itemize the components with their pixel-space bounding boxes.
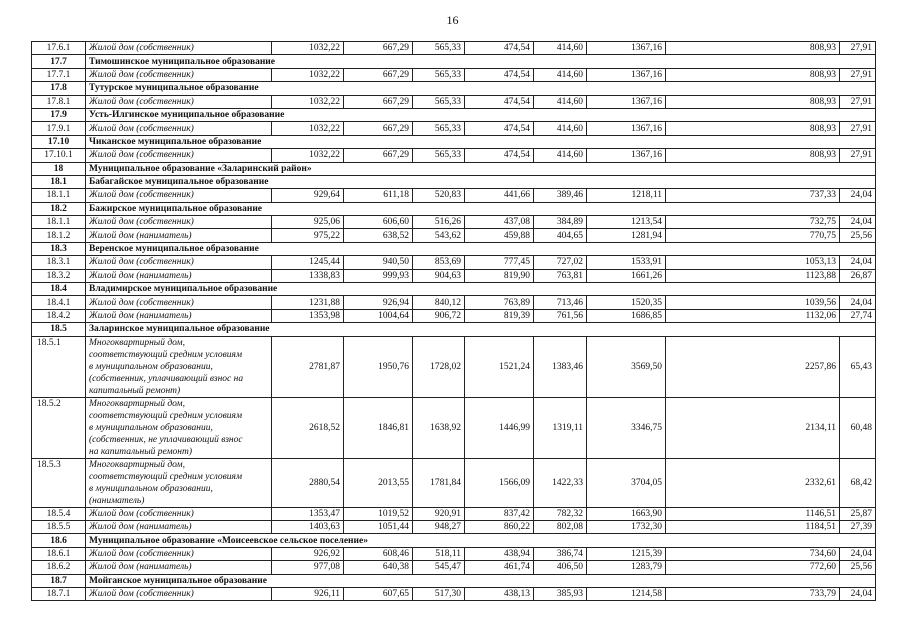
row-description: Жилой дом (собственник): [86, 587, 272, 600]
value-cell: 24,04: [840, 216, 876, 229]
tariff-table: [31, 41, 876, 601]
value-cell: 414,60: [534, 149, 587, 162]
value-cell: 763,89: [465, 296, 534, 309]
value-cell: 1032,22: [272, 42, 344, 55]
value-cell: 1214,58: [587, 587, 666, 600]
table-row: [32, 458, 876, 507]
row-description: Жилой дом (наниматель): [86, 561, 272, 574]
value-cell: 459,88: [465, 229, 534, 242]
value-cell: 25,87: [840, 507, 876, 520]
value-cell: 837,42: [465, 507, 534, 520]
table-row: [32, 336, 876, 397]
value-cell: 1051,44: [344, 520, 413, 533]
value-cell: 929,64: [272, 189, 344, 202]
value-cell: 667,29: [344, 122, 413, 135]
value-cell: 667,29: [344, 149, 413, 162]
description-line: на капитальный ремонт): [89, 446, 193, 457]
row-description: Жилой дом (собственник): [86, 547, 272, 560]
row-code: 17.9.1: [32, 122, 86, 135]
value-cell: 1215,39: [587, 547, 666, 560]
value-cell: 1781,84: [413, 458, 465, 507]
value-cell: 1184,51: [666, 520, 840, 533]
value-cell: 2134,11: [666, 397, 840, 458]
value-cell: 1520,35: [587, 296, 666, 309]
value-cell: 27,91: [840, 149, 876, 162]
description-line: соответствующий средним условиям: [89, 349, 243, 360]
value-cell: 1032,22: [272, 149, 344, 162]
description-line: (собственник, не уплачивающий взнос: [89, 434, 243, 445]
section-title: Тутурское муниципальное образование: [86, 82, 876, 95]
value-cell: 999,93: [344, 269, 413, 282]
value-cell: 727,02: [534, 256, 587, 269]
value-cell: 975,22: [272, 229, 344, 242]
value-cell: 1123,88: [666, 269, 840, 282]
value-cell: 1353,98: [272, 309, 344, 322]
section-title: Мойганское муниципальное образование: [86, 574, 876, 587]
value-cell: 1566,09: [465, 458, 534, 507]
section-row: [32, 534, 876, 547]
value-cell: 461,74: [465, 561, 534, 574]
value-cell: 808,93: [666, 149, 840, 162]
value-cell: 474,54: [465, 95, 534, 108]
table-row: [32, 229, 876, 242]
value-cell: 1039,56: [666, 296, 840, 309]
value-cell: 1283,79: [587, 561, 666, 574]
value-cell: 25,56: [840, 561, 876, 574]
value-cell: 24,04: [840, 296, 876, 309]
table-row: [32, 561, 876, 574]
value-cell: 1032,22: [272, 68, 344, 81]
value-cell: 2781,87: [272, 336, 344, 397]
value-cell: 24,04: [840, 547, 876, 560]
value-cell: 384,89: [534, 216, 587, 229]
value-cell: 840,12: [413, 296, 465, 309]
value-cell: 853,69: [413, 256, 465, 269]
value-cell: 777,45: [465, 256, 534, 269]
value-cell: 1319,11: [534, 397, 587, 458]
value-cell: 1367,16: [587, 42, 666, 55]
description-line: соответствующий средним условиям: [89, 410, 243, 421]
row-code: 18.4.1: [32, 296, 86, 309]
row-code: 18.1.1: [32, 216, 86, 229]
row-description: Жилой дом (собственник): [86, 122, 272, 135]
value-cell: 819,90: [465, 269, 534, 282]
table-row: [32, 269, 876, 282]
row-code: 18.5.4: [32, 507, 86, 520]
table-row: [32, 520, 876, 533]
section-row: [32, 55, 876, 68]
row-description: Жилой дом (собственник): [86, 42, 272, 55]
row-code: 17.6.1: [32, 42, 86, 55]
row-code: 18.5.1: [32, 336, 86, 397]
value-cell: 3704,05: [587, 458, 666, 507]
value-cell: 1383,46: [534, 336, 587, 397]
value-cell: 27,91: [840, 68, 876, 81]
value-cell: 2013,55: [344, 458, 413, 507]
row-description: Жилой дом (наниматель): [86, 269, 272, 282]
value-cell: 520,83: [413, 189, 465, 202]
value-cell: 27,91: [840, 122, 876, 135]
value-cell: 1732,30: [587, 520, 666, 533]
value-cell: 713,46: [534, 296, 587, 309]
value-cell: 414,60: [534, 122, 587, 135]
value-cell: 772,60: [666, 561, 840, 574]
description-line: соответствующий средним условиям: [89, 471, 243, 482]
value-cell: 1146,51: [666, 507, 840, 520]
description-line: Многоквартирный дом,: [89, 398, 185, 409]
section-title: Бабагайское муниципальное образование: [86, 175, 876, 188]
row-description: Жилой дом (собственник): [86, 189, 272, 202]
value-cell: 734,60: [666, 547, 840, 560]
value-cell: 474,54: [465, 122, 534, 135]
value-cell: 606,60: [344, 216, 413, 229]
value-cell: 60,48: [840, 397, 876, 458]
row-code: 18.4.2: [32, 309, 86, 322]
value-cell: 1367,16: [587, 95, 666, 108]
value-cell: 565,33: [413, 95, 465, 108]
value-cell: 802,08: [534, 520, 587, 533]
value-cell: 2618,52: [272, 397, 344, 458]
value-cell: 1638,92: [413, 397, 465, 458]
row-description: Жилой дом (наниматель): [86, 520, 272, 533]
description-line: (наниматель): [89, 495, 145, 506]
row-description: Жилой дом (собственник): [86, 216, 272, 229]
value-cell: 1367,16: [587, 122, 666, 135]
value-cell: 925,06: [272, 216, 344, 229]
value-cell: 737,33: [666, 189, 840, 202]
row-code: 18: [32, 162, 86, 175]
row-description: [86, 336, 272, 397]
row-code: 18.1: [32, 175, 86, 188]
row-code: 17.7.1: [32, 68, 86, 81]
row-description: [86, 458, 272, 507]
value-cell: 926,94: [344, 296, 413, 309]
row-code: 18.7.1: [32, 587, 86, 600]
value-cell: 24,04: [840, 587, 876, 600]
section-row: [32, 202, 876, 215]
table-row: [32, 216, 876, 229]
page-number: 16: [446, 13, 459, 27]
value-cell: 1422,33: [534, 458, 587, 507]
value-cell: 1281,94: [587, 229, 666, 242]
table-row: [32, 149, 876, 162]
row-description: Жилой дом (собственник): [86, 256, 272, 269]
value-cell: 1032,22: [272, 95, 344, 108]
table-row: [32, 547, 876, 560]
value-cell: 761,56: [534, 309, 587, 322]
table-row: [32, 309, 876, 322]
row-description: Жилой дом (наниматель): [86, 309, 272, 322]
value-cell: 565,33: [413, 149, 465, 162]
value-cell: 414,60: [534, 42, 587, 55]
table-row: [32, 122, 876, 135]
section-row: [32, 283, 876, 296]
row-code: 17.10: [32, 135, 86, 148]
value-cell: 2332,61: [666, 458, 840, 507]
row-description: Жилой дом (собственник): [86, 507, 272, 520]
value-cell: 24,04: [840, 256, 876, 269]
row-description: Жилой дом (собственник): [86, 68, 272, 81]
value-cell: 732,75: [666, 216, 840, 229]
section-title: Тимошинское муниципальное образование: [86, 55, 876, 68]
value-cell: 27,91: [840, 95, 876, 108]
value-cell: 977,08: [272, 561, 344, 574]
value-cell: 808,93: [666, 95, 840, 108]
table-row: [32, 296, 876, 309]
value-cell: 1213,54: [587, 216, 666, 229]
value-cell: 1019,52: [344, 507, 413, 520]
table-row: [32, 42, 876, 55]
row-code: 18.6: [32, 534, 86, 547]
table-row: [32, 256, 876, 269]
value-cell: 386,74: [534, 547, 587, 560]
value-cell: 27,91: [840, 42, 876, 55]
table-row: [32, 68, 876, 81]
row-description: Жилой дом (собственник): [86, 296, 272, 309]
section-title: Чиканское муниципальное образование: [86, 135, 876, 148]
value-cell: 1686,85: [587, 309, 666, 322]
value-cell: 860,22: [465, 520, 534, 533]
value-cell: 1132,06: [666, 309, 840, 322]
row-code: 17.8.1: [32, 95, 86, 108]
value-cell: 948,27: [413, 520, 465, 533]
value-cell: 667,29: [344, 95, 413, 108]
value-cell: 24,04: [840, 189, 876, 202]
value-cell: 474,54: [465, 68, 534, 81]
row-code: 18.3.1: [32, 256, 86, 269]
description-line: Многоквартирный дом,: [89, 459, 185, 470]
table-row: [32, 397, 876, 458]
value-cell: 1231,88: [272, 296, 344, 309]
description-line: капитальный ремонт): [89, 385, 181, 396]
value-cell: 1338,83: [272, 269, 344, 282]
description-line: в муниципальном образовании,: [89, 422, 213, 433]
row-code: 18.3.2: [32, 269, 86, 282]
value-cell: 414,60: [534, 95, 587, 108]
value-cell: 1533,91: [587, 256, 666, 269]
row-code: 18.6.2: [32, 561, 86, 574]
value-cell: 1004,64: [344, 309, 413, 322]
value-cell: 545,47: [413, 561, 465, 574]
row-code: 17.9: [32, 108, 86, 121]
section-title: Бажирское муниципальное образование: [86, 202, 876, 215]
row-code: 18.4: [32, 283, 86, 296]
value-cell: 1446,99: [465, 397, 534, 458]
value-cell: 1846,81: [344, 397, 413, 458]
section-row: [32, 162, 876, 175]
value-cell: 1950,76: [344, 336, 413, 397]
row-code: 18.5.5: [32, 520, 86, 533]
table-row: [32, 189, 876, 202]
section-title: Муниципальное образование «Заларинский район»: [86, 162, 876, 175]
value-cell: 404,65: [534, 229, 587, 242]
row-code: 18.2: [32, 202, 86, 215]
value-cell: 565,33: [413, 68, 465, 81]
value-cell: 607,65: [344, 587, 413, 600]
value-cell: 437,08: [465, 216, 534, 229]
tariff-table-body: [32, 42, 876, 601]
value-cell: 1218,11: [587, 189, 666, 202]
value-cell: 1245,44: [272, 256, 344, 269]
section-title: Муниципальное образование «Моисеевское сельское поселение»: [86, 534, 876, 547]
row-code: 18.1.1: [32, 189, 86, 202]
value-cell: 940,50: [344, 256, 413, 269]
value-cell: 474,54: [465, 149, 534, 162]
value-cell: 2257,86: [666, 336, 840, 397]
value-cell: 1663,90: [587, 507, 666, 520]
section-row: [32, 82, 876, 95]
row-description: [86, 397, 272, 458]
value-cell: 611,18: [344, 189, 413, 202]
value-cell: 438,94: [465, 547, 534, 560]
row-code: 17.8: [32, 82, 86, 95]
value-cell: 1053,13: [666, 256, 840, 269]
value-cell: 638,52: [344, 229, 413, 242]
value-cell: 26,87: [840, 269, 876, 282]
value-cell: 25,56: [840, 229, 876, 242]
value-cell: 385,93: [534, 587, 587, 600]
row-code: 18.3: [32, 242, 86, 255]
value-cell: 1367,16: [587, 68, 666, 81]
value-cell: 1728,02: [413, 336, 465, 397]
value-cell: 782,32: [534, 507, 587, 520]
value-cell: 1661,26: [587, 269, 666, 282]
row-code: 18.5: [32, 323, 86, 336]
value-cell: 438,13: [465, 587, 534, 600]
row-code: 18.7: [32, 574, 86, 587]
value-cell: 920,91: [413, 507, 465, 520]
row-code: 17.10.1: [32, 149, 86, 162]
section-row: [32, 108, 876, 121]
section-row: [32, 135, 876, 148]
value-cell: 808,93: [666, 42, 840, 55]
row-code: 18.5.3: [32, 458, 86, 507]
section-row: [32, 323, 876, 336]
section-title: Владимирское муниципальное образование: [86, 283, 876, 296]
row-description: Жилой дом (собственник): [86, 95, 272, 108]
value-cell: 27,39: [840, 520, 876, 533]
value-cell: 904,63: [413, 269, 465, 282]
value-cell: 667,29: [344, 42, 413, 55]
value-cell: 68,42: [840, 458, 876, 507]
value-cell: 808,93: [666, 122, 840, 135]
section-title: Усть-Илгинское муниципальное образование: [86, 108, 876, 121]
section-row: [32, 175, 876, 188]
value-cell: 770,75: [666, 229, 840, 242]
section-title: Заларинское муниципальное образование: [86, 323, 876, 336]
value-cell: 2880,54: [272, 458, 344, 507]
value-cell: 65,43: [840, 336, 876, 397]
row-code: 18.1.2: [32, 229, 86, 242]
section-title: Веренское муниципальное образование: [86, 242, 876, 255]
value-cell: 3569,50: [587, 336, 666, 397]
table-row: [32, 587, 876, 600]
value-cell: 543,62: [413, 229, 465, 242]
value-cell: 926,92: [272, 547, 344, 560]
value-cell: 414,60: [534, 68, 587, 81]
value-cell: 565,33: [413, 42, 465, 55]
value-cell: 406,50: [534, 561, 587, 574]
value-cell: 733,79: [666, 587, 840, 600]
value-cell: 518,11: [413, 547, 465, 560]
value-cell: 926,11: [272, 587, 344, 600]
value-cell: 1353,47: [272, 507, 344, 520]
value-cell: 667,29: [344, 68, 413, 81]
row-description: Жилой дом (собственник): [86, 149, 272, 162]
row-description: Жилой дом (наниматель): [86, 229, 272, 242]
value-cell: 3346,75: [587, 397, 666, 458]
value-cell: 640,38: [344, 561, 413, 574]
section-row: [32, 574, 876, 587]
value-cell: 27,74: [840, 309, 876, 322]
value-cell: 819,39: [465, 309, 534, 322]
row-code: 17.7: [32, 55, 86, 68]
value-cell: 1403,63: [272, 520, 344, 533]
value-cell: 474,54: [465, 42, 534, 55]
value-cell: 517,30: [413, 587, 465, 600]
value-cell: 1367,16: [587, 149, 666, 162]
description-line: Многоквартирный дом,: [89, 337, 185, 348]
row-code: 18.5.2: [32, 397, 86, 458]
description-line: (собственник, уплачивающий взнос на: [89, 373, 244, 384]
row-code: 18.6.1: [32, 547, 86, 560]
value-cell: 906,72: [413, 309, 465, 322]
section-row: [32, 242, 876, 255]
table-row: [32, 507, 876, 520]
value-cell: 565,33: [413, 122, 465, 135]
value-cell: 763,81: [534, 269, 587, 282]
value-cell: 1521,24: [465, 336, 534, 397]
value-cell: 1032,22: [272, 122, 344, 135]
value-cell: 516,26: [413, 216, 465, 229]
description-line: в муниципальном образовании,: [89, 483, 213, 494]
value-cell: 808,93: [666, 68, 840, 81]
value-cell: 441,66: [465, 189, 534, 202]
description-line: в муниципальном образовании,: [89, 361, 213, 372]
table-row: [32, 95, 876, 108]
value-cell: 389,46: [534, 189, 587, 202]
value-cell: 608,46: [344, 547, 413, 560]
